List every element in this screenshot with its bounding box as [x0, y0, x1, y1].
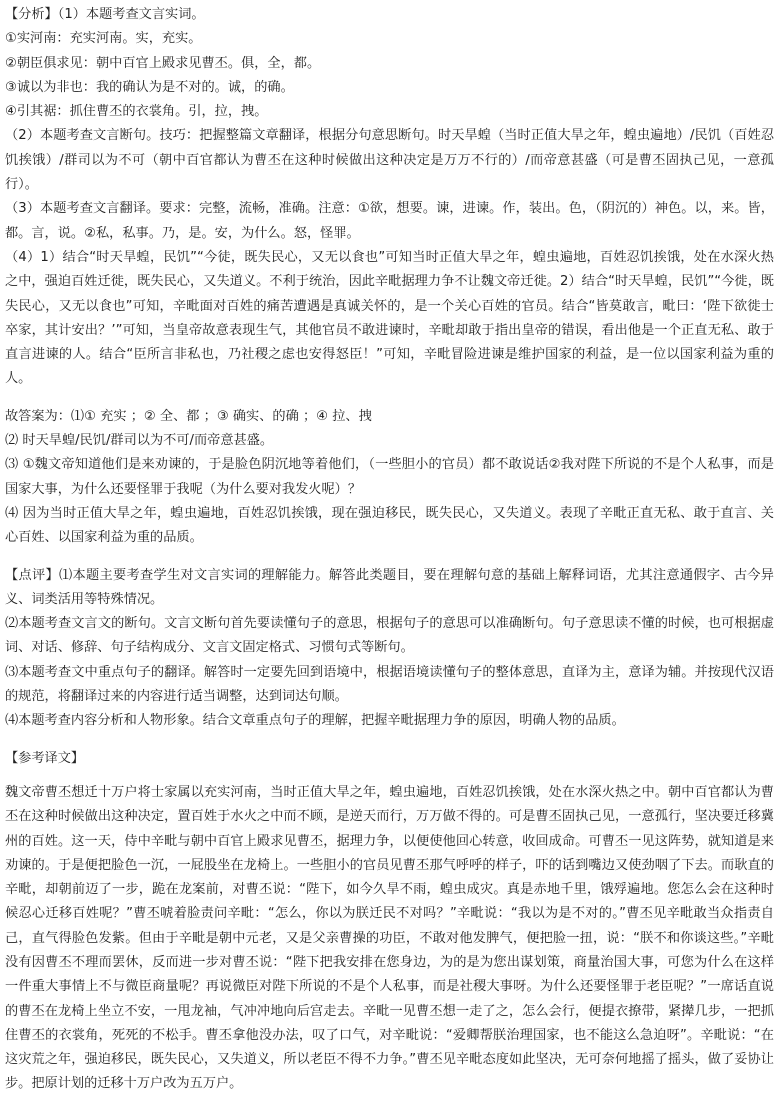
reference-translation-section	[5, 747, 774, 1097]
analysis-part-2: （2）本题考查文言断句。技巧：把握整篇文章翻译，根据分句意思断句。时天旱蝗（当时正值大旱之年，蝗虫遍地）/民饥（百姓忍饥挨饿）/群司以为不可（朝中百官都认为曹丕在这种时候做出这种决定是万万不行的）/而帝意甚盛（可是曹丕固执己见，一意孤行）。	[5, 128, 774, 193]
reference-body: 魏文帝曹丕想迁十万户将士家属以充实河南，当时正值大旱之年，蝗虫遍地，百姓忍饥挨饿，处在水深火热之中。朝中百官都认为曹丕在这种时候做出这种决定，置百姓于水火之中而不顾，是逆天而行，万万做不得的。可是曹丕固执己见，一意孤行，坚决要迁移冀州的百姓。这一天，侍中辛毗与朝中百官上殿求见曹丕，据理力争，以便使他回心转意，收回成命。可曹丕一见这阵势，就知道是来劝谏的。于是便把脸色一沉，一屁股坐在龙椅上。一些胆小的官员见曹丕那气呼呼的样子，吓的话到嘴边又使劲咽了下去。而耿直的辛毗，却朝前迈了一步，跪在龙案前，对曹丕说：“陛下，如今久旱不雨，蝗虫成灾。真是赤地千里，饿殍遍地。您怎么会在这种时候忍心迁移百姓呢？”曹丕唬着脸责问辛毗：“怎么，你以为朕迁民不对吗？”辛毗说：“我以为是不对的。”曹丕见辛毗敢当众指责自己，直气得脸色发紫。但由于辛毗是朝中元老，又是父亲曹操的功臣，不敢对他发脾气，便把脸一扭，说：“朕不和你谈这些。”辛毗没有因曹丕不理而罢休，反而进一步对曹丕说：“陛下把我安排在您身边，为的是为您出谋划策，商量治国大事，可您为什么在这样一件重大事情上不与微臣商量呢？再说微臣对陛下所说的不是个人私事，而是社稷大事呀。为什么还要怪罪于老臣呢？”一席话直说的曹丕在龙椅上坐立不安，一甩龙袖，气冲冲地向后宫走去。辛毗一见曹丕想一走了之，怎么会行，便提衣撩带，紧撵几步，一把抓住曹丕的衣裳角，死死的不松手。曹丕拿他没办法，叹了口气，对辛毗说：“爱卿帮朕治理国家，也不能这么急迫呀”。辛毗说：“在这灾荒之年，强迫移民，既失民心，又失道义，所以老臣不得不力争。”曹丕见辛毗态度如此坚决，无可奈何地摇了摇头，做了妥协让步。把原计划的迁移十万户改为五万户。	[5, 784, 774, 1092]
analysis-item-1: ①实河南：充实河南。实，充实。	[5, 31, 202, 47]
comment-line-2: ⑵本题考查文言文的断句。文言文断句首先要读懂句子的意思，根据句子的意思可以准确断句。句子意思读不懂的时候，也可根据虚词、对话、修辞、句子结构成分、文言文固定格式、习惯句式等断句。	[5, 616, 774, 656]
answer-section	[5, 405, 774, 551]
answer-line-3: ⑶ ①魏文帝知道他们是来劝谏的，于是脸色阴沉地等着他们，（一些胆小的官员）都不敢说话②我对陛下所说的不是个人私事，而是国家大事，为什么还要怪罪于我呢（为什么要对我发火呢）？	[5, 457, 774, 497]
spacer	[5, 392, 774, 405]
analysis-item-4: ④引其裾：抓住曹丕的衣裳角。引，拉，拽。	[5, 104, 268, 120]
analysis-part-3: （3）本题考查文言翻译。要求：完整，流畅，准确。注意：①欲，想要。谏，进谏。作，装出。色，（阴沉的）神色。以，来。皆，都。言，说。②私，私事。乃，是。安，为什么。怒，怪罪。	[5, 201, 774, 241]
spacer	[5, 771, 774, 781]
answer-line-4: ⑷ 因为当时正值大旱之年，蝗虫遍地，百姓忍饥挨饿，现在强迫移民，既失民心，又失道义。表现了辛毗正直无私、敢于直言、关心百姓、以国家利益为重的品质。	[5, 505, 774, 546]
analysis-part-4: （4）1）结合“时天旱蝗，民饥”“今徒，既失民心，又无以食也”可知当时正值大旱之年，蝗虫遍地，百姓忍饥挨饿，处在水深火热之中，强迫百姓迁徙，既失民心，又失道义。不利于统治，因此辛毗据理力争不让魏文帝迁徙。2）结合“时天旱蝗，民饥”“今徙，既失民心，又无以食也”可知，辛毗面对百姓的痛苦遭遇是真诚关怀的，是一个关心百姓的官员。结合“皆莫敢言，毗曰：‘陛下欲徙士卒家，其计安出？’”可知，当皇帝故意表现生气，其他官员不敢进谏时，辛毗却敢于指出皇帝的错误，看出他是一个正直无私、敢于直言进谏的人。结合“臣所言非私也，乃社稷之虑也安得怒臣！”可知，辛毗冒险进谏是维护国家的利益，是一位以国家利益为重的人。	[5, 249, 774, 387]
analysis-item-3: ③诚以为非也：我的确认为是不对的。诚，的确。	[5, 79, 294, 95]
comment-section	[5, 564, 774, 734]
comment-line-1: 【点评】⑴本题主要考查学生对文言实词的理解能力。解答此类题目，要在理解句意的基础上解释词语，尤其注意通假字、古今异义、词类活用等特殊情况。	[5, 567, 774, 607]
comment-line-4: ⑷本题考查内容分析和人物形象。结合文章重点句子的理解，把握辛毗据理力争的原因，明确人物的品质。	[5, 713, 625, 729]
comment-line-3: ⑶本题考查文中重点句子的翻译。解答时一定要先回到语境中，根据语境读懂句子的整体意思，直译为主，意译为辅。并按现代汉语的规范，将翻译过来的内容进行适当调整，达到词达句顺。	[5, 664, 774, 705]
reference-heading: 【参考译文】	[5, 750, 85, 766]
analysis-section	[5, 3, 774, 392]
spacer	[5, 551, 774, 564]
analysis-item-2: ②朝臣俱求见：朝中百官上殿求见曹丕。俱，全，都。	[5, 55, 321, 71]
answer-line-2: ⑵ 时天旱蝗/民饥/群司以为不可/而帝意甚盛。	[5, 433, 274, 449]
spacer	[5, 734, 774, 747]
analysis-heading-line: 【分析】（1）本题考查文言实词。	[5, 7, 205, 22]
answer-line-1: 故答案为：⑴① 充实 ；② 全、都 ；③ 确实、的确 ；④ 拉、拽	[5, 408, 372, 424]
